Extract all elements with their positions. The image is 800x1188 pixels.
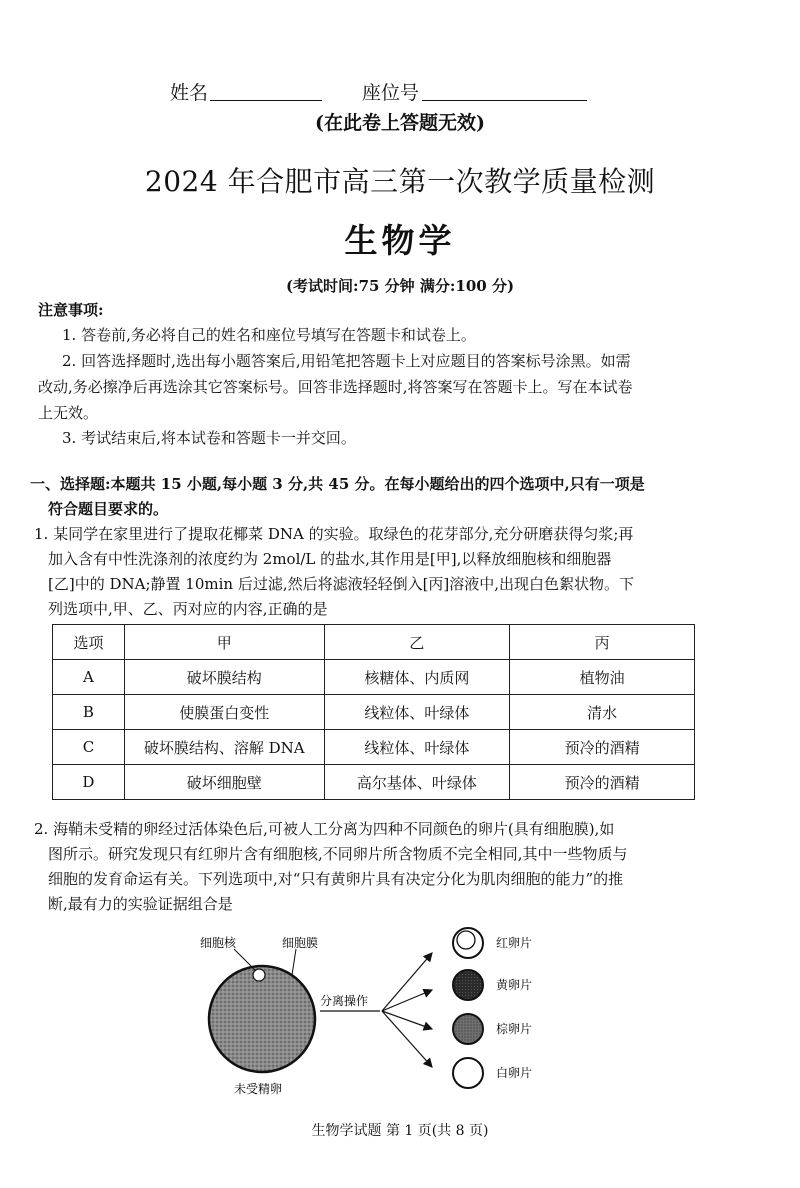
candidate-info bbox=[0, 78, 800, 108]
separation-arrows bbox=[382, 953, 432, 1067]
header-cell: 选项 bbox=[53, 625, 125, 660]
fragment-label-red: 红卵片 bbox=[496, 936, 533, 950]
note-item-2-line-2: 改动,务必擦净后再选涂其它答案标号。回答非选择题时,将答案写在答题卡上。写在本试卷 bbox=[38, 378, 633, 396]
brown-fragment bbox=[453, 1014, 483, 1044]
table-header-row bbox=[53, 625, 695, 660]
q1-line-3: [乙]中的 DNA;静置 10min 后过滤,然后将滤液轻轻倒入[丙]溶液中,出现白色絮状物。下 bbox=[48, 575, 635, 593]
table-cell: 高尔基体、叶绿体 bbox=[324, 765, 510, 800]
egg-label: 未受精卵 bbox=[234, 1082, 283, 1095]
note-item-2-line-3: 上无效。 bbox=[38, 404, 99, 422]
q2-line-3: 细胞的发育命运有关。下列选项中,对“只有黄卵片具有决定分化为肌肉细胞的能力”的推 bbox=[48, 870, 624, 888]
nucleus-label: 细胞核 bbox=[200, 936, 237, 950]
red-fragment bbox=[453, 928, 483, 958]
name-label: 姓名 bbox=[170, 82, 209, 104]
exam-title: 2024 年合肥市高三第一次教学质量检测 bbox=[144, 165, 656, 198]
table-cell: 预冷的酒精 bbox=[510, 765, 695, 800]
table-cell: 清水 bbox=[510, 695, 695, 730]
section-heading-line-1: 一、选择题:本题共 15 小题,每小题 3 分,共 45 分。在每小题给出的四个选项中,只有一项是 bbox=[30, 475, 645, 493]
white-fragment bbox=[453, 1058, 483, 1088]
notes-heading: 注意事项: bbox=[38, 301, 104, 319]
table-cell: 线粒体、叶绿体 bbox=[324, 730, 510, 765]
note-item-2-line-1: 2. 回答选择题时,选出每小题答案后,用铅笔把答题卡上对应题目的答案标号涂黑。如需 bbox=[62, 352, 631, 370]
membrane-label: 细胞膜 bbox=[282, 936, 319, 950]
note-item-3: 3. 考试结束后,将本试卷和答题卡一并交回。 bbox=[62, 429, 356, 447]
table-cell: A bbox=[53, 660, 125, 695]
q2-line-4: 断,最有力的实验证据组合是 bbox=[48, 895, 233, 913]
table-cell: 植物油 bbox=[510, 660, 695, 695]
answer-warning: (在此卷上答题无效) bbox=[315, 112, 485, 134]
table-row bbox=[53, 695, 695, 730]
fragment-label-white: 白卵片 bbox=[496, 1066, 533, 1080]
yellow-fragment bbox=[453, 970, 483, 1000]
table-cell: D bbox=[53, 765, 125, 800]
q2-line-1: 2. 海鞘未受精的卵经过活体染色后,可被人工分离为四种不同颜色的卵片(具有细胞膜),如 bbox=[34, 820, 615, 838]
table-cell: 线粒体、叶绿体 bbox=[324, 695, 510, 730]
q1-line-2: 加入含有中性洗涤剂的浓度约为 2mol/L 的盐水,其作用是[甲],以释放细胞核和细胞器 bbox=[48, 550, 612, 568]
header-cell: 乙 bbox=[324, 625, 510, 660]
table-row bbox=[53, 765, 695, 800]
section-heading-line-2: 符合题目要求的。 bbox=[48, 500, 169, 518]
table-cell: 使膜蛋白变性 bbox=[124, 695, 324, 730]
table-cell: 破坏膜结构、溶解 DNA bbox=[124, 730, 324, 765]
seat-label: 座位号 bbox=[362, 82, 420, 104]
table-row bbox=[53, 730, 695, 765]
exam-info: (考试时间:75 分钟 满分:100 分) bbox=[285, 277, 515, 295]
q2-line-2: 图所示。研究发现只有红卵片含有细胞核,不同卵片所含物质不完全相同,其中一些物质与 bbox=[48, 845, 628, 863]
egg-separation-diagram bbox=[200, 925, 560, 1095]
table-row bbox=[53, 660, 695, 695]
table-cell: 破坏细胞壁 bbox=[124, 765, 324, 800]
nucleus-icon bbox=[253, 969, 265, 981]
subject-title: 生物学 bbox=[344, 221, 456, 260]
table-cell: B bbox=[53, 695, 125, 730]
name-field[interactable] bbox=[210, 78, 322, 101]
options-table bbox=[52, 624, 695, 800]
header-cell: 甲 bbox=[124, 625, 324, 660]
table-cell: 预冷的酒精 bbox=[510, 730, 695, 765]
operation-label: 分离操作 bbox=[320, 994, 369, 1008]
q1-line-4: 列选项中,甲、乙、丙对应的内容,正确的是 bbox=[48, 600, 328, 618]
table-cell: 破坏膜结构 bbox=[124, 660, 324, 695]
fragment-label-yellow: 黄卵片 bbox=[496, 978, 533, 992]
seat-field[interactable] bbox=[422, 78, 587, 101]
unfertilized-egg bbox=[209, 949, 315, 1072]
header-cell: 丙 bbox=[510, 625, 695, 660]
q1-line-1: 1. 某同学在家里进行了提取花椰菜 DNA 的实验。取绿色的花芽部分,充分研磨获得匀浆;再 bbox=[34, 525, 634, 543]
table-cell: 核糖体、内质网 bbox=[324, 660, 510, 695]
page-footer: 生物学试题 第 1 页(共 8 页) bbox=[311, 1123, 489, 1139]
note-item-1: 1. 答卷前,务必将自己的姓名和座位号填写在答题卡和试卷上。 bbox=[62, 326, 476, 344]
table-cell: C bbox=[53, 730, 125, 765]
fragment-label-brown: 棕卵片 bbox=[496, 1022, 533, 1036]
membrane-pointer bbox=[292, 949, 296, 975]
